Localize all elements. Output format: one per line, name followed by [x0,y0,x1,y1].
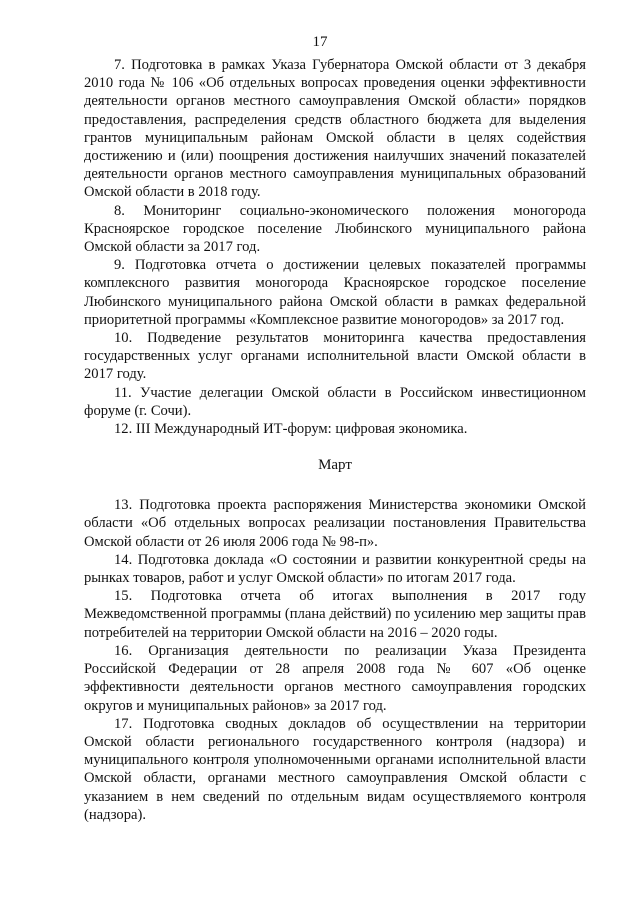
list-item-13: 13. Подготовка проекта распоряжения Министерства экономики Омской области «Об отдельных вопросах реализации постановления Правительства Омской области от 26 июля 2006 года № 98-п». [84,497,586,550]
list-item-14: 14. Подготовка доклада «О состоянии и развитии конкурентной среды на рынках товаров, работ и услуг Омской области» по итогам 2017 года. [84,551,586,587]
list-item-7: 7. Подготовка в рамках Указа Губернатора Омской области от 3 декабря 2010 года № 106 «Об отдельных вопросах проведения оценки эффективности деятельности органов местного самоуправления Омской области» порядков предоставления, распределения средств областного бюджета для выделения грантов муниципальным районам Омской области в целях содействия достижению и (или) поощрения достижения наилучших значений показателей деятельности органов местного самоуправления муниципальных образований Омской области в 2018 году. [84,57,586,201]
list-item-10: 10. Подведение результатов мониторинга качества предоставления государственных услуг органами исполнительной власти Омской области в 2017 году. [84,330,586,383]
list-item-15: 15. Подготовка отчета об итогах выполнения в 2017 году Межведомственной программы (плана действий) по усилению мер защиты прав потребителей на территории Омской области на 2016 – 2020 годы. [84,588,586,641]
list-item-11: 11. Участие делегации Омской области в Российском инвестиционном форуме (г. Сочи). [84,384,586,419]
section-heading-march: Март [318,457,352,474]
page-number: 17 [312,34,328,50]
list-item-17: 17. Подготовка сводных докладов об осуществлении на территории Омской области регионального государственного контроля (надзора) и муниципального контроля уполномоченными органами исполнительной власти Омской области, органами местного самоуправления Омской области с указанием в нем сведений по отдельным видам осуществляемого контроля (надзора). [84,715,586,823]
list-item-16: 16. Организация деятельности по реализации Указа Президента Российской Федерации от 28 апреля 2008 года № 607 «Об оценке эффективности деятельности органов местного самоуправления городских округов и муниципальных районов» за 2017 год. [84,642,586,714]
list-item-8: 8. Мониторинг социально-экономического положения моногорода Красноярское городское поселение Любинского муниципального района Омской области за 2017 год. [84,202,586,256]
document-body [84,56,586,824]
list-item-9: 9. Подготовка отчета о достижении целевых показателей программы комплексного развития моногорода Красноярское городское поселение Любинского муниципального района Омской области в рамках федеральной приоритетной программы «Комплексное развитие моногородов» за 2017 год. [84,257,586,328]
list-item-12: 12. III Международный ИТ-форум: цифровая экономика. [114,421,468,438]
